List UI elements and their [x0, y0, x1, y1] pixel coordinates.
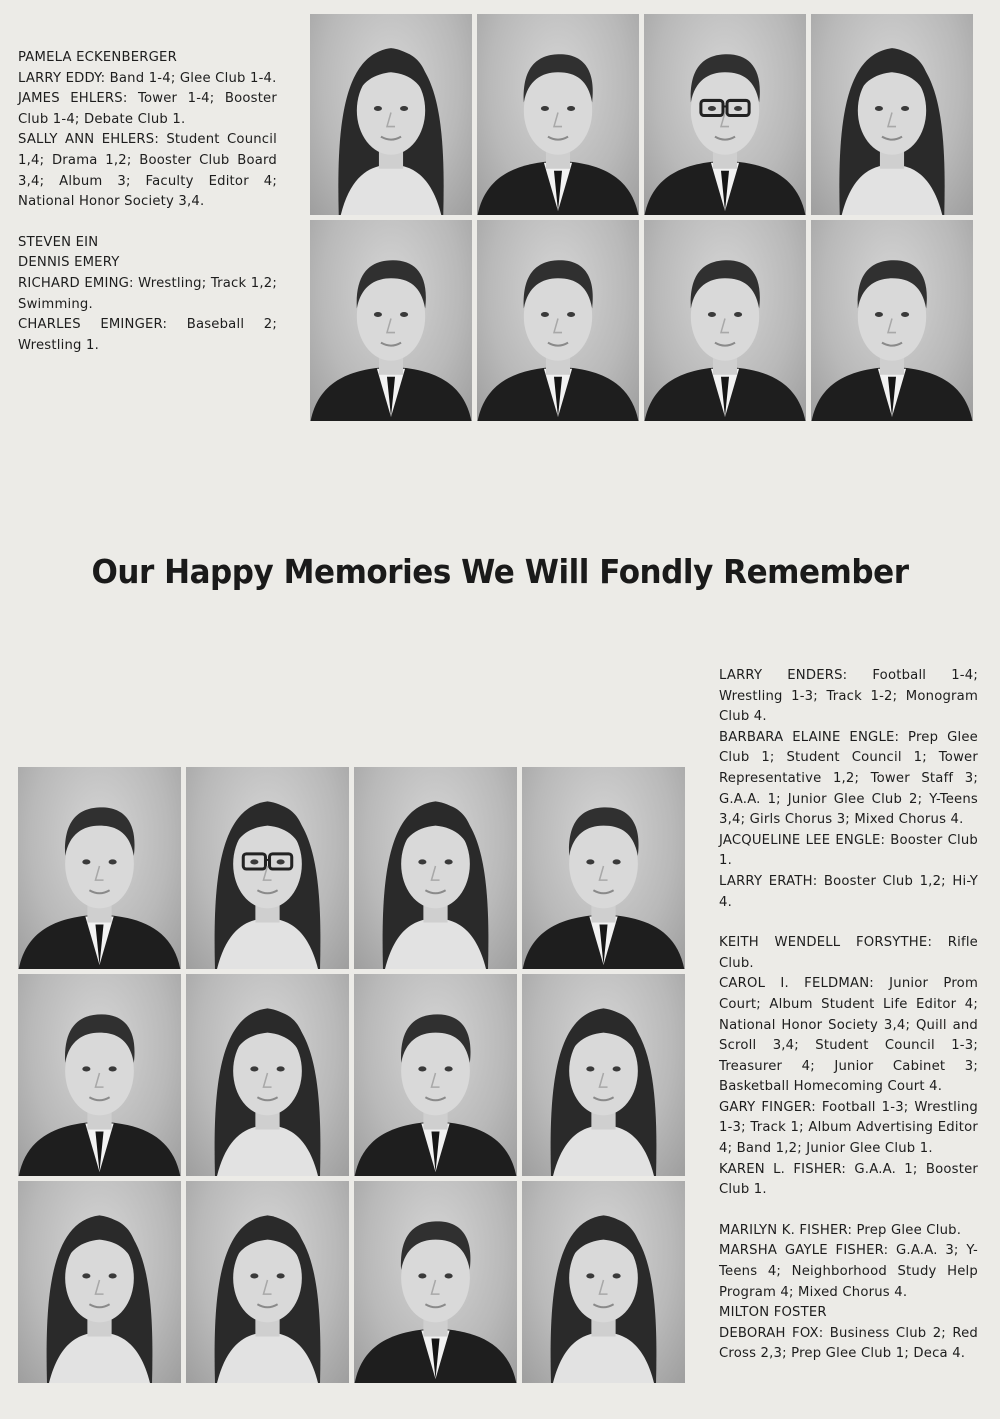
caption-gap — [719, 913, 978, 933]
portrait-photo — [644, 220, 806, 421]
caption-gap — [719, 1201, 978, 1221]
portrait-photo — [18, 974, 181, 1176]
caption-line: DEBORAH FOX: Business Club 2; Red Cross 2,3; Prep Glee Club 1; Deca 4. — [719, 1325, 978, 1362]
portrait-photo — [522, 1181, 685, 1383]
portrait-photo — [310, 220, 472, 421]
caption-line: JACQUELINE LEE ENGLE: Booster Club 1. — [719, 832, 978, 869]
portrait-photo — [186, 767, 349, 969]
caption-line: KAREN L. FISHER: G.A.A. 1; Booster Club 1. — [719, 1161, 978, 1198]
portrait-photo — [354, 1181, 517, 1383]
bottom-captions — [719, 666, 978, 1365]
caption-line: JAMES EHLERS: Tower 1-4; Booster Club 1-4; Debate Club 1. — [18, 91, 277, 127]
caption-line: MARILYN K. FISHER: Prep Glee Club. — [719, 1222, 962, 1238]
caption-line: BARBARA ELAINE ENGLE: Prep Glee Club 1; Student Council 1; Tower Representative 1,2; Tower Staff 3; G.A.A. 1; Junior Glee Club 2; Y-Teens 3,4; Girls Chorus 3; Mixed Chorus 4. — [719, 729, 978, 828]
caption-line: CHARLES EMINGER: Baseball 2; Wrestling 1. — [18, 317, 277, 353]
caption-line: PAMELA ECKENBERGER — [18, 50, 177, 65]
portrait-photo — [477, 14, 639, 215]
caption-line: MARSHA GAYLE FISHER: G.A.A. 3; Y-Teens 4; Neighborhood Study Help Program 4; Mixed Chorus 4. — [719, 1243, 978, 1300]
portrait-photo — [310, 14, 472, 215]
portrait-photo — [18, 1181, 181, 1383]
portrait-photo — [477, 220, 639, 421]
caption-line: MILTON FOSTER — [719, 1305, 827, 1321]
caption-line: STEVEN EIN — [18, 234, 99, 250]
portrait-photo — [18, 767, 181, 969]
caption-line: DENNIS EMERY — [18, 255, 120, 271]
caption-line: RICHARD EMING: Wrestling; Track 1,2; Swimming. — [18, 275, 277, 312]
caption-line: LARRY ENDERS: Football 1-4; Wrestling 1-3; Track 1-2; Monogram Club 4. — [719, 668, 978, 725]
caption-line: LARRY EDDY: Band 1-4; Glee Club 1-4. — [18, 70, 277, 86]
caption-line: GARY FINGER: Football 1-3; Wrestling 1-3; Track 1; Album Advertising Editor 4; Band 1,2; Junior Glee Club 1. — [719, 1099, 978, 1157]
top-portrait-grid — [310, 14, 975, 421]
portrait-photo — [644, 14, 806, 215]
portrait-photo — [522, 767, 685, 969]
portrait-photo — [811, 220, 973, 421]
portrait-photo — [522, 974, 685, 1176]
caption-line: LARRY ERATH: Booster Club 1,2; Hi-Y 4. — [719, 873, 978, 910]
portrait-photo — [186, 974, 349, 1176]
portrait-photo — [354, 767, 517, 969]
bottom-portrait-grid — [18, 767, 686, 1383]
caption-line: KEITH WENDELL FORSYTHE: Rifle Club. — [719, 935, 978, 971]
caption-line: SALLY ANN EHLERS: Student Council 1,4; Drama 1,2; Booster Club Board 3,4; Album 3; Faculty Editor 4; National Honor Society 3,4. — [18, 132, 277, 210]
page-heading: Our Happy Memories We Will Fondly Remember — [91, 552, 909, 591]
caption-gap — [18, 213, 277, 233]
portrait-photo — [811, 14, 973, 215]
caption-line: CAROL I. FELDMAN: Junior Prom Court; Album Student Life Editor 4; National Honor Society 3,4; Quill and Scroll 3,4; Student Council 1-3; Treasurer 4; Junior Cabinet 3; Basketball Homecoming Court 4. — [719, 976, 978, 1095]
portrait-photo — [186, 1181, 349, 1383]
portrait-photo — [354, 974, 517, 1176]
top-captions — [18, 48, 277, 356]
